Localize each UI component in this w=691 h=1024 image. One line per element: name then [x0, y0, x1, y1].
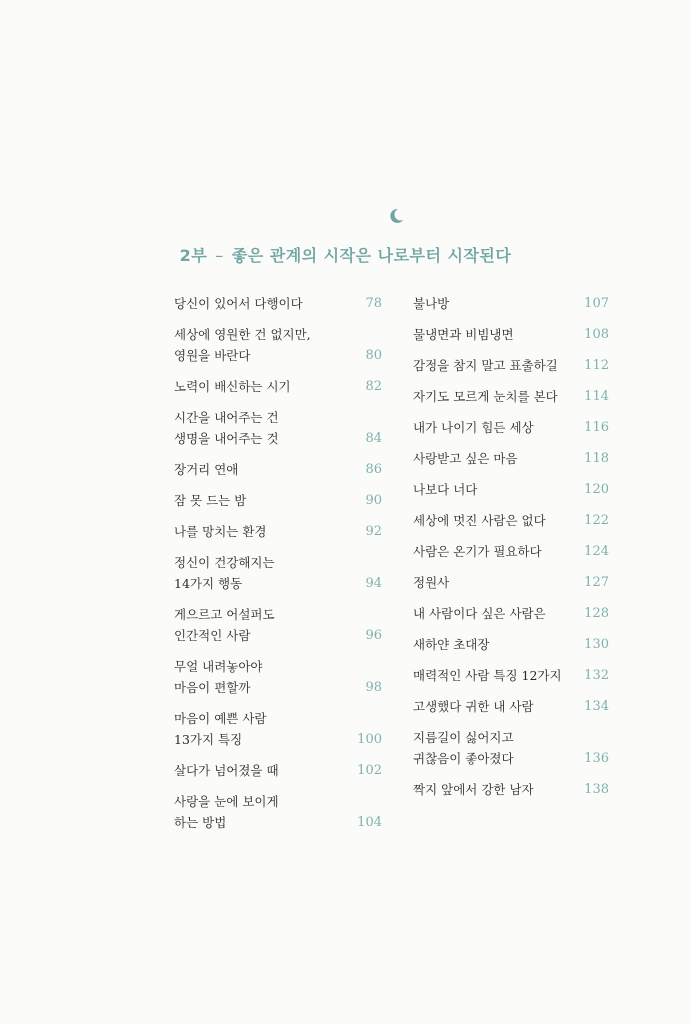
toc-entry[interactable] [413, 572, 609, 593]
toc-entry-title: 무얼 내려놓아야 마음이 편할까 [174, 659, 263, 695]
toc-entry[interactable] [413, 386, 609, 407]
toc-entry-title: 살다가 넘어졌을 때 [174, 763, 279, 778]
toc-page-number: 104 [357, 815, 382, 830]
toc-page-number: 128 [584, 606, 609, 621]
toc-entry[interactable] [174, 708, 382, 750]
toc-page-number: 108 [584, 327, 609, 342]
toc-page-number: 100 [357, 732, 382, 747]
toc-entry-title: 잠 못 드는 밤 [174, 493, 247, 508]
toc-page-number: 120 [584, 482, 609, 497]
toc-entry-title: 게으르고 어설퍼도 인간적인 사람 [174, 607, 275, 643]
toc-entry[interactable] [174, 791, 382, 833]
toc-entry[interactable] [174, 552, 382, 594]
toc-entry[interactable] [413, 634, 609, 655]
toc-page-number: 132 [584, 668, 609, 683]
toc-page-number: 136 [584, 751, 609, 766]
toc-entry-title: 사람은 온기가 필요하다 [413, 544, 542, 559]
toc-page-number: 78 [365, 296, 382, 311]
toc-entry-title: 정신이 건강해지는 14가지 행동 [174, 555, 275, 591]
toc-page-number: 118 [584, 451, 609, 466]
toc-entry-title: 시간을 내어주는 건 생명을 내어주는 것 [174, 410, 279, 446]
toc-entry-title: 정원사 [413, 575, 450, 590]
toc-entry[interactable] [174, 490, 382, 511]
toc-page-number: 102 [357, 763, 382, 778]
toc-left-column [174, 293, 382, 843]
toc-entry[interactable] [413, 665, 609, 686]
toc-page-number: 116 [584, 420, 609, 435]
toc-entry[interactable] [413, 417, 609, 438]
toc-page-number: 80 [365, 348, 382, 363]
toc-entry[interactable] [413, 479, 609, 500]
toc-entry-title: 매력적인 사람 특징 12가지 [413, 668, 562, 683]
toc-entry-title: 자기도 모르게 눈치를 본다 [413, 389, 558, 404]
toc-page-number: 86 [365, 462, 382, 477]
part-title: 좋은 관계의 시작은 나로부터 시작된다 [231, 246, 512, 265]
toc-entry-title: 내가 나이기 힘든 세상 [413, 420, 534, 435]
toc-entry[interactable] [174, 407, 382, 449]
toc-entry-title: 짝지 앞에서 강한 남자 [413, 782, 534, 797]
toc-entry-title: 장거리 연애 [174, 462, 239, 477]
toc-entry[interactable] [174, 604, 382, 646]
toc-entry-title: 사랑을 눈에 보이게 하는 방법 [174, 794, 279, 830]
toc-entry[interactable] [174, 293, 382, 314]
part-dash: – [215, 246, 224, 265]
toc-entry-title: 고생했다 귀한 내 사람 [413, 699, 534, 714]
toc-entry-title: 사랑받고 싶은 마음 [413, 451, 518, 466]
toc-page-number: 134 [584, 699, 609, 714]
toc-entry[interactable] [413, 727, 609, 769]
toc-entry-title: 세상에 멋진 사람은 없다 [413, 513, 546, 528]
toc-entry-title: 불나방 [413, 296, 450, 311]
toc-entry[interactable] [413, 355, 609, 376]
toc-entry[interactable] [174, 656, 382, 698]
toc-entry-title: 노력이 배신하는 시기 [174, 379, 291, 394]
toc-entry-title: 감정을 참지 말고 표출하길 [413, 358, 558, 373]
toc-page-number: 130 [584, 637, 609, 652]
toc-page-number: 96 [365, 628, 382, 643]
toc-entry-title: 내 사람이다 싶은 사람은 [413, 606, 546, 621]
toc-entry-title: 나를 망치는 환경 [174, 524, 267, 539]
toc-entry-title: 지름길이 싫어지고 귀찮음이 좋아졌다 [413, 730, 514, 766]
toc-entry-title: 나보다 너다 [413, 482, 478, 497]
part-heading [0, 243, 691, 266]
toc-page-number: 98 [365, 680, 382, 695]
toc-entry[interactable] [174, 459, 382, 480]
toc-entry[interactable] [413, 541, 609, 562]
toc-page-number: 127 [584, 575, 609, 590]
toc-entry[interactable] [413, 779, 609, 800]
toc-page-number: 82 [365, 379, 382, 394]
toc-entry[interactable] [174, 760, 382, 781]
toc-entry-title: 세상에 영원한 건 없지만, 영원을 바란다 [174, 327, 311, 363]
toc-entry[interactable] [413, 603, 609, 624]
toc-entry-title: 새하얀 초대장 [413, 637, 490, 652]
toc-page-number: 94 [365, 576, 382, 591]
toc-entry[interactable] [413, 510, 609, 531]
toc-page-number: 92 [365, 524, 382, 539]
toc-entry[interactable] [174, 324, 382, 366]
toc-entry[interactable] [174, 521, 382, 542]
toc-entry[interactable] [413, 696, 609, 717]
toc-page-number: 112 [584, 358, 609, 373]
toc-entry[interactable] [413, 448, 609, 469]
toc-entry-title: 마음이 예쁜 사람 13가지 특징 [174, 711, 267, 747]
part-number: 2부 [179, 246, 208, 265]
toc-entry-title: 당신이 있어서 다행이다 [174, 296, 303, 311]
toc-page-number: 122 [584, 513, 609, 528]
toc-page-number: 138 [584, 782, 609, 797]
toc-entry[interactable] [413, 293, 609, 314]
toc-page-number: 107 [584, 296, 609, 311]
toc-page-number: 114 [584, 389, 609, 404]
toc-page-number: 90 [365, 493, 382, 508]
toc-entry[interactable] [413, 324, 609, 345]
toc-right-column [413, 293, 609, 810]
crescent-moon-icon [387, 207, 405, 225]
toc-page-number: 124 [584, 544, 609, 559]
toc-entry-title: 물냉면과 비빔냉면 [413, 327, 514, 342]
toc-page-number: 84 [365, 431, 382, 446]
toc-entry[interactable] [174, 376, 382, 397]
